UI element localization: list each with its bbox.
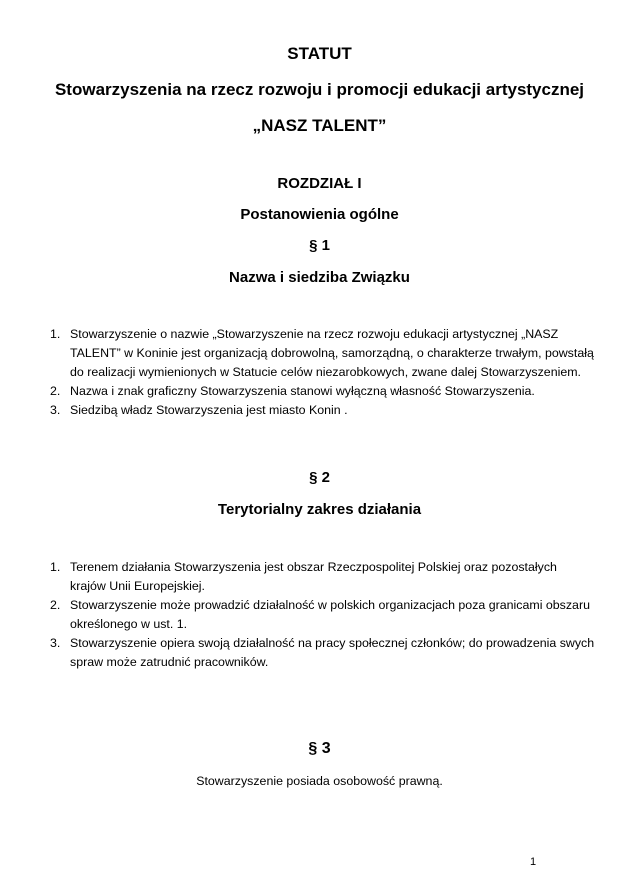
list-item-number: 1. bbox=[50, 560, 61, 574]
list-item-text: Siedzibą władz Stowarzyszenia jest miasto Konin . bbox=[70, 403, 348, 417]
list-item-text: Nazwa i znak graficzny Stowarzyszenia stanowi wyłączną własność Stowarzyszenia. bbox=[70, 384, 535, 398]
paragraph-2-heading: Terytorialny zakres działania bbox=[217, 501, 422, 518]
list-item-text: Terenem działania Stowarzyszenia jest obszar Rzeczpospolitej Polskiej oraz pozostałych krajów Unii Europejskiej. bbox=[70, 560, 557, 593]
organization-name: „NASZ TALENT” bbox=[252, 116, 387, 135]
document-title: STATUT bbox=[287, 44, 352, 63]
page-number: 1 bbox=[530, 856, 537, 868]
document-subtitle: Stowarzyszenia na rzecz rozwoju i promocji edukacji artystycznej bbox=[54, 80, 585, 99]
paragraph-3-text: Stowarzyszenie posiada osobowość prawną. bbox=[196, 774, 443, 788]
list-item-number: 3. bbox=[50, 636, 61, 650]
list-item bbox=[50, 596, 595, 634]
list-item-text: Stowarzyszenie opiera swoją działalność na pracy społecznej członków; do prowadzenia swych spraw może zatrudnić pracowników. bbox=[70, 636, 595, 669]
list-item bbox=[50, 558, 595, 596]
paragraph-1-mark: § 1 bbox=[309, 237, 330, 254]
list-item bbox=[50, 325, 595, 382]
chapter-label: ROZDZIAŁ I bbox=[277, 175, 362, 192]
list-item-number: 2. bbox=[50, 598, 61, 612]
paragraph-2-mark: § 2 bbox=[309, 469, 330, 486]
list-item bbox=[50, 382, 595, 401]
list-item-number: 1. bbox=[50, 327, 61, 341]
list-item-text: Stowarzyszenie o nazwie „Stowarzyszenie na rzecz rozwoju edukacji artystycznej „NASZ TALENT” w Koninie jest organizacją dobrowolną, samorządną, o charakterze trwałym, powstałą do realizacji wymienionych w Statucie celów niezarobkowych, zwane dalej Stowarzyszeniem. bbox=[70, 327, 594, 379]
paragraph-1-list bbox=[50, 325, 595, 420]
list-item bbox=[50, 401, 595, 420]
paragraph-3-mark: § 3 bbox=[308, 740, 331, 757]
list-item-number: 2. bbox=[50, 384, 61, 398]
paragraph-1-heading: Nazwa i siedziba Związku bbox=[229, 269, 410, 286]
list-item-text: Stowarzyszenie może prowadzić działalność w polskich organizacjach poza granicami obszaru określonego w ust. 1. bbox=[70, 598, 590, 631]
list-item-number: 3. bbox=[50, 403, 61, 417]
list-item bbox=[50, 634, 595, 672]
paragraph-2-list bbox=[50, 558, 595, 672]
chapter-heading: Postanowienia ogólne bbox=[240, 206, 399, 223]
